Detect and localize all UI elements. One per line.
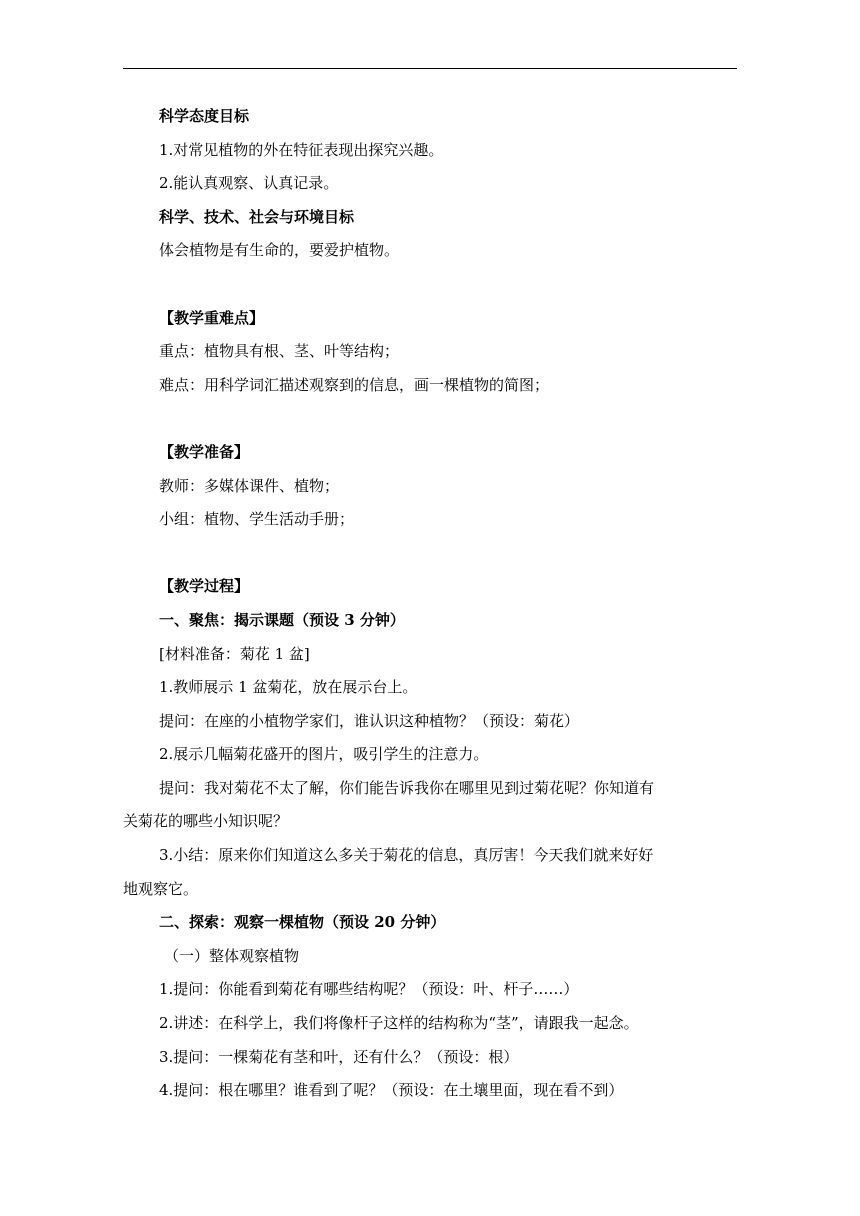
paragraph-line: 3.提问：一棵菊花有茎和叶，还有什么？（预设：根） [159,1047,519,1066]
blank-line [159,402,737,436]
paragraph-line: 难点：用科学词汇描述观察到的信息，画一棵植物的简图； [159,375,550,394]
paragraph-line: 2.讲述：在科学上，我们将像杆子这样的结构称为“茎”，请跟我一起念。 [159,1014,639,1033]
subsection-heading: （一）整体观察植物 [164,946,300,965]
section-heading-focus: 一、聚焦：揭示课题（预设 3 分钟） [159,610,405,629]
heading-science-attitude: 科学态度目标 [159,107,250,125]
heading-teaching-process: 【教学过程】 [159,577,250,596]
paragraph-line-continuation: 地观察它。 [123,879,199,898]
paragraph-line: 4.提问：根在哪里？谁看到了呢？（预设：在土壤里面，现在看不到） [159,1081,624,1100]
paragraph-line: 1.对常见植物的外在特征表现出探究兴趣。 [159,140,444,159]
heading-teaching-preparation: 【教学准备】 [159,442,250,461]
paragraph-line: 2.能认真观察、认真记录。 [159,174,339,193]
header-rule [123,68,737,69]
paragraph-line: 提问：我对菊花不太了解，你们能告诉我你在哪里见到过菊花呢？你知道有 [159,778,655,797]
paragraph-line: 体会植物是有生命的，要爱护植物。 [159,241,400,260]
paragraph-line: 2.展示几幅菊花盛开的图片，吸引学生的注意力。 [159,745,489,764]
blank-line [159,268,737,302]
paragraph-line: 提问：在座的小植物学家们，谁认识这种植物？（预设：菊花） [159,711,580,730]
paragraph-line: 教师：多媒体课件、植物； [159,476,340,495]
section-heading-explore: 二、探索：观察一棵植物（预设 20 分钟） [159,913,446,932]
paragraph-line: 1.提问：你能看到菊花有哪些结构呢？（预设：叶、杆子……） [159,980,579,999]
paragraph-line: 重点：植物具有根、茎、叶等结构； [159,342,400,361]
blank-line [159,537,737,571]
document-body [123,100,737,1108]
paragraph-line: 3.小结：原来你们知道这么多关于菊花的信息，真厉害！今天我们就来好好 [159,846,654,865]
paragraph-line: 小组：植物、学生活动手册； [159,510,355,529]
heading-key-difficult-points: 【教学重难点】 [159,308,265,327]
paragraph-line: [材料准备：菊花 1 盆] [159,644,310,663]
heading-stse: 科学、技术、社会与环境目标 [159,207,355,226]
paragraph-line-continuation: 关菊花的哪些小知识呢？ [123,812,289,831]
paragraph-line: 1.教师展示 1 盆菊花，放在展示台上。 [159,678,418,697]
